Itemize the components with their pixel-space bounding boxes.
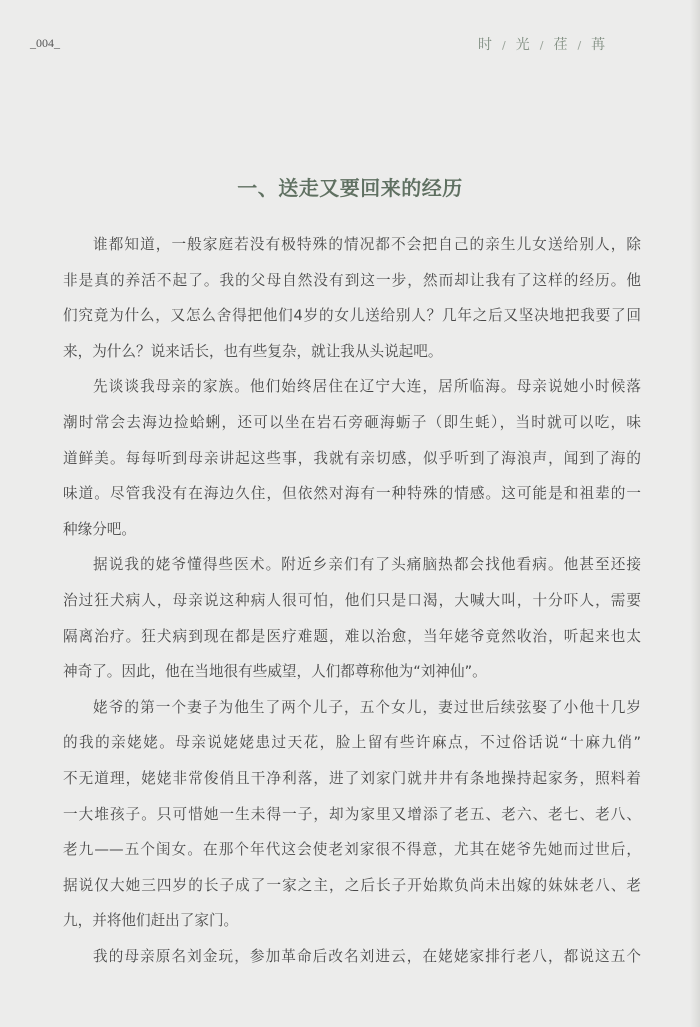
text-line: 据说仅大她三四岁的长子成了一家之主，之后长子开始欺负尚未出嫁的妹妹老八、老 xyxy=(63,876,641,894)
text-line: 先谈谈我母亲的家族。他们始终居住在辽宁大连，居所临海。母亲说她小时候落 xyxy=(93,378,641,396)
text-line: 们究竟为什么，又怎么舍得把他们4岁的女儿送给别人？几年之后又坚决地把我要了回 xyxy=(63,307,641,325)
text-line: 神奇了。因此，他在当地很有些威望，人们都尊称他为“刘神仙”。 xyxy=(63,663,487,681)
separator: / xyxy=(502,39,507,52)
text-line: 来，为什么？说来话长，也有些复杂，就让我从头说起吧。 xyxy=(63,342,443,360)
text-line: 的我的亲姥姥。母亲说姥姥患过天花，脸上留有些许麻点，不过俗话说“十麻九俏” xyxy=(63,734,641,752)
separator: / xyxy=(577,39,583,52)
body-text xyxy=(63,227,641,974)
text-line: 隔离治疗。狂犬病到现在都是医疗难题，难以治愈，当年姥爷竟然收治，听起来也太 xyxy=(63,627,641,645)
text-line: 姥爷的第一个妻子为他生了两个儿子，五个女儿，妻过世后续弦娶了小他十几岁 xyxy=(93,698,641,716)
text-line: 一大堆孩子。只可惜她一生未得一子，却为家里又增添了老五、老六、老七、老八、 xyxy=(63,805,641,823)
paragraph xyxy=(63,227,641,369)
page-number: _004_ xyxy=(30,36,60,50)
running-header-char: 时 xyxy=(478,37,493,53)
running-header-char: 光 xyxy=(515,37,531,53)
paragraph xyxy=(63,547,641,689)
text-line: 种缘分吧。 xyxy=(63,520,136,538)
text-line: 不无道理，姥姥非常俊俏且干净利落，进了刘家门就井井有条地操持起家务，照料着 xyxy=(63,769,641,787)
running-header xyxy=(478,34,606,54)
text-line: 治过狂犬病人，母亲说这种病人很可怕，他们只是口渴，大喊大叫，十分吓人，需要 xyxy=(63,591,641,609)
paragraph xyxy=(63,369,641,547)
text-line: 潮时常会去海边捡蛤蜊，还可以坐在岩石旁砸海蛎子（即生蚝），当时就可以吃，味 xyxy=(63,413,641,431)
paragraph xyxy=(63,690,641,939)
text-line: 据说我的姥爷懂得些医术。附近乡亲们有了头痛脑热都会找他看病。他甚至还接 xyxy=(93,556,641,574)
separator: / xyxy=(539,39,545,52)
section-title: 一、送走又要回来的经历 xyxy=(237,176,463,200)
text-line: 味道。尽管我没有在海边久住，但依然对海有一种特殊的情感。这可能是和祖辈的一 xyxy=(63,485,641,503)
text-line: 九，并将他们赶出了家门。 xyxy=(63,912,239,930)
text-line: 老九——五个闺女。在那个年代这会使老刘家很不得意，尤其在姥爷先她而过世后， xyxy=(63,841,641,859)
text-line: 非是真的养活不起了。我的父母自然没有到这一步，然而却让我有了这样的经历。他 xyxy=(63,271,641,289)
text-line: 我的母亲原名刘金玩，参加革命后改名刘进云，在姥姥家排行老八，都说这五个 xyxy=(93,947,641,965)
text-line: 谁都知道，一般家庭若没有极特殊的情况都不会把自己的亲生儿女送给别人，除 xyxy=(93,236,641,253)
running-header-char: 苒 xyxy=(591,37,607,53)
page-edge-shadow xyxy=(690,0,700,1027)
paragraph xyxy=(63,939,641,975)
text-line: 道鲜美。每每听到母亲讲起这些事，我就有亲切感，似乎听到了海浪声，闻到了海的 xyxy=(63,449,641,467)
running-header-char: 荏 xyxy=(553,37,569,53)
